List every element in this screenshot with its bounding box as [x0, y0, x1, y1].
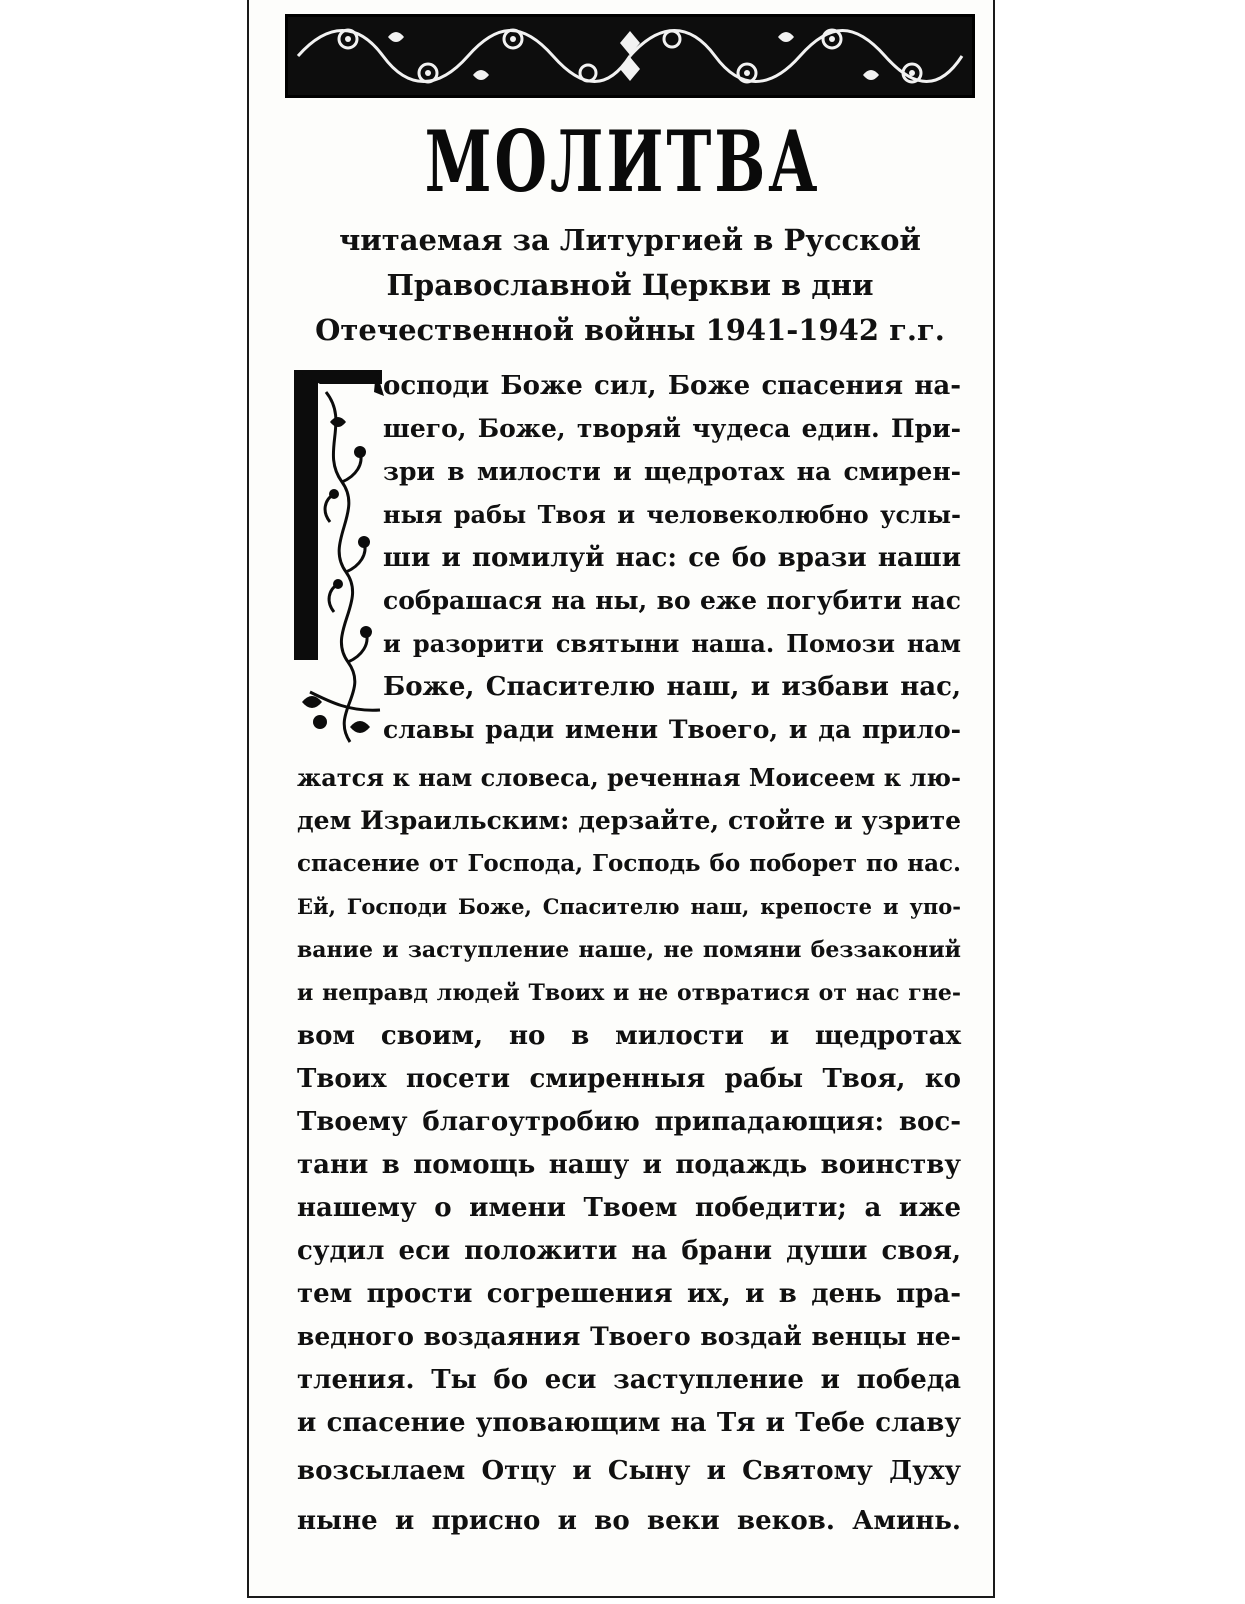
- text-line: спасение от Господа, Господь бо поборет по нас.: [297, 850, 961, 877]
- text-line: ведного воздаяния Твоего воздай венцы не-: [297, 1322, 961, 1351]
- text-line: осподи Боже сил, Боже спасения на-: [383, 371, 961, 401]
- text-line: вом своим, но в милости и щедротах: [297, 1021, 961, 1051]
- text-line: тани в помощь нашу и подаждь воинству: [297, 1150, 961, 1180]
- text-line: Ей, Господи Боже, Спасителю наш, крепосте и упо-: [297, 894, 961, 919]
- ornament-band: [285, 14, 975, 98]
- text-line: дем Израильским: дерзайте, стойте и узрите: [297, 806, 961, 835]
- text-line: ныне и присно и во веки веков. Аминь.: [297, 1506, 961, 1536]
- text-line: и разорити святыни наша. Помози нам: [383, 629, 961, 658]
- page-subtitle: читаемая за Литургией в Русской Православной Церкви в дни Отечественной войны 1941-1942 г.г.: [315, 223, 945, 347]
- text-line: собрашася на ны, во еже погубити нас: [383, 586, 961, 615]
- decorated-initial: [290, 362, 384, 747]
- initial-letter: [290, 362, 291, 363]
- text-line: славы ради имени Твоего, и да прило-: [383, 715, 961, 744]
- text-line: нашему о имени Твоем победити; а иже: [297, 1193, 961, 1223]
- text-line: Твоих посети смиренныя рабы Твоя, ко: [297, 1064, 961, 1094]
- text-line: судил еси положити на брани души своя,: [297, 1236, 961, 1266]
- text-line: зри в милости и щедротах на смирен-: [383, 457, 961, 486]
- text-line: возсылаем Отцу и Сыну и Святому Духу: [297, 1456, 961, 1486]
- text-line: Боже, Спасителю наш, и избави нас,: [383, 672, 961, 702]
- text-line: тем прости согрешения их, и в день пра-: [297, 1279, 961, 1309]
- text-line: и спасение уповающим на Тя и Тебе славу: [297, 1408, 961, 1438]
- text-line: жатся к нам словеса, реченная Моисеем к лю-: [297, 763, 961, 792]
- text-line: шего, Боже, творяй чудеса един. При-: [383, 414, 961, 443]
- page-title: МОЛИТВА: [424, 112, 821, 211]
- decorated-initial-icon: [290, 362, 384, 747]
- floral-vine-ornament-icon: [288, 17, 972, 95]
- text-line: Твоему благоутробию припадающия: вос-: [297, 1107, 961, 1137]
- text-line: тления. Ты бо еси заступление и победа: [297, 1365, 961, 1395]
- text-line: вание и заступление наше, не помяни беззаконий: [297, 937, 961, 963]
- text-line: ныя рабы Твоя и человеколюбно услы-: [383, 500, 961, 529]
- text-line: ши и помилуй нас: се бо врази наши: [383, 543, 961, 573]
- text-line: и неправд людей Твоих и не отвратися от нас гне-: [297, 980, 961, 1006]
